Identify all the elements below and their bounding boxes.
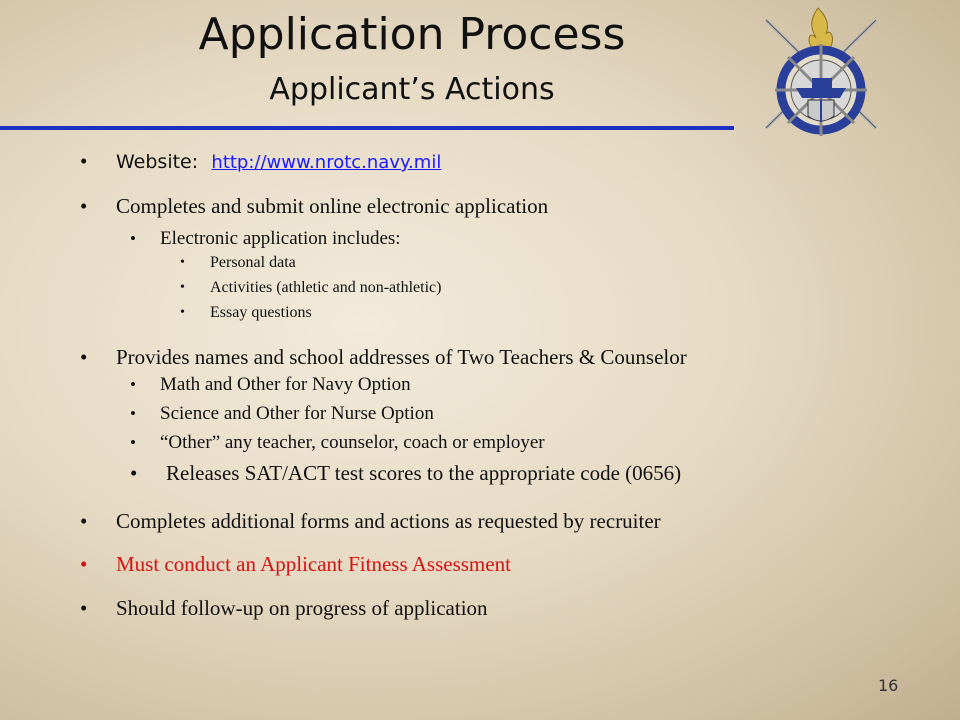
list-item-submit: • Completes and submit online electronic application <box>116 193 548 219</box>
list-item-followup: • Should follow-up on progress of application <box>116 595 488 621</box>
page-number: 16 <box>878 676 899 695</box>
list-subsubitem: • Activities (athletic and non-athletic) <box>210 278 441 298</box>
slide-title: Application Process <box>198 9 626 60</box>
list-item-fitness: • Must conduct an Applicant Fitness Assessment <box>116 551 511 577</box>
title-underline <box>0 126 734 130</box>
list-subsubitem: • Personal data <box>210 253 296 273</box>
website-colon: : <box>191 151 199 173</box>
naval-training-crest-icon <box>746 0 896 140</box>
list-subsubitem: • Essay questions <box>210 303 312 323</box>
website-item <box>116 148 441 176</box>
website-link[interactable]: http://www.nrotc.navy.mil <box>211 152 442 173</box>
list-subitem: • Science and Other for Nurse Option <box>160 402 434 426</box>
website-label: Website <box>116 151 192 173</box>
list-subitem-includes: • Electronic application includes: <box>160 227 401 251</box>
list-item-teachers: • Provides names and school addresses of Two Teachers & Counselor <box>116 344 687 370</box>
slide-subtitle: Applicant’s Actions <box>269 72 555 107</box>
list-subitem: • Math and Other for Navy Option <box>160 373 411 397</box>
list-subitem: • “Other” any teacher, counselor, coach or employer <box>160 431 545 455</box>
list-subitem-sat: • Releases SAT/ACT test scores to the appropriate code (0656) <box>166 460 681 486</box>
list-item-forms: • Completes additional forms and actions as requested by recruiter <box>116 508 661 534</box>
